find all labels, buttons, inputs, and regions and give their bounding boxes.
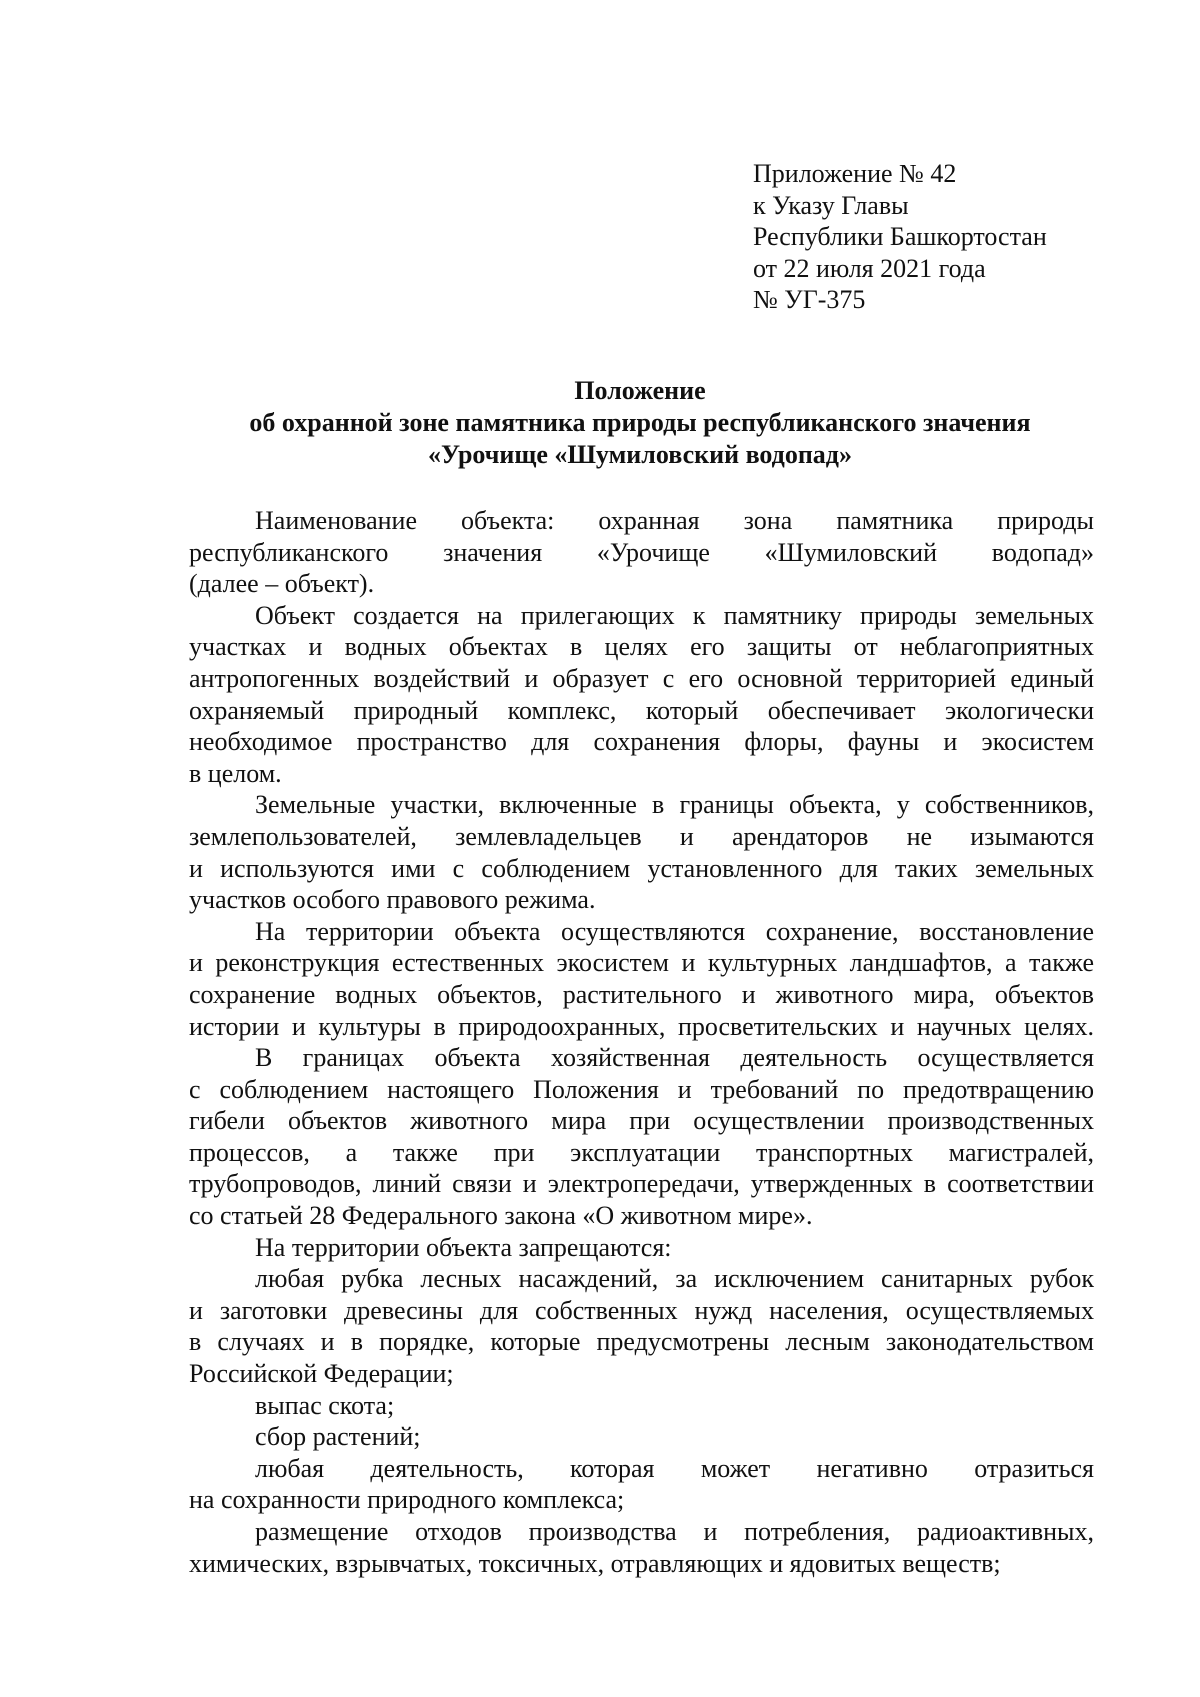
body-line: и реконструкция естественных экосистем и культурных ландшафтов, а также (189, 948, 1094, 978)
body-line: Наименование объекта: охранная зона памятника природы (255, 506, 1094, 535)
body-line: землепользователей, землевладельцев и арендаторов не изымаются (189, 821, 1094, 851)
body-line: выпас скота; (255, 1390, 395, 1420)
annex-republic: Республики Башкортостан (753, 222, 1047, 251)
body-line: сбор растений; (255, 1422, 421, 1452)
body-line: любая деятельность, которая может негативно отразиться (255, 1453, 1094, 1483)
title-object-name: «Урочище «Шумиловский водопад» (428, 440, 852, 469)
annex-header (753, 158, 1093, 316)
body-line: и заготовки древесины для собственных нужд населения, осуществляемых (189, 1295, 1094, 1325)
body-line: Объект создается на прилегающих к памятнику природы земельных (255, 600, 1094, 630)
document-body (189, 505, 1094, 1579)
body-line: химических, взрывчатых, токсичных, отравляющих и ядовитых веществ; (189, 1548, 1001, 1578)
body-line: процессов, а также при эксплуатации транспортных магистралей, (189, 1137, 1094, 1167)
body-line: истории и культуры в природоохранных, просветительских и научных целях. (189, 1011, 1094, 1041)
annex-decree-number: № УГ-375 (753, 285, 866, 314)
body-line: республиканского значения «Урочище «Шумиловский водопад» (189, 537, 1094, 567)
annex-date: от 22 июля 2021 года (753, 253, 986, 283)
body-line: На территории объекта осуществляются сохранение, восстановление (255, 916, 1094, 946)
body-line: антропогенных воздействий и образует с его основной территорией единый (189, 663, 1094, 693)
body-line: В границах объекта хозяйственная деятельность осуществляется (255, 1043, 1094, 1073)
annex-number: Приложение № 42 (753, 159, 957, 188)
body-line: (далее – объект). (189, 569, 375, 599)
body-line: Земельные участки, включенные в границы объекта, у собственников, (255, 790, 1094, 820)
body-line: Российской Федерации; (189, 1359, 454, 1389)
title-subject: об охранной зоне памятника природы республиканского значения (249, 408, 1031, 437)
title-heading: Положение (574, 376, 706, 405)
body-line: сохранение водных объектов, растительного и животного мира, объектов (189, 979, 1094, 1009)
body-line: участков особого правового режима. (189, 885, 596, 915)
annex-decree-ref: к Указу Главы (753, 190, 909, 220)
body-line: участках и водных объектах в целях его защиты от неблагоприятных (189, 632, 1094, 662)
body-line: в целом. (189, 758, 282, 788)
body-line: необходимое пространство для сохранения флоры, фауны и экосистем (189, 727, 1094, 757)
document-title (150, 375, 1130, 471)
body-line: в случаях и в порядке, которые предусмотрены лесным законодательством (189, 1327, 1094, 1357)
body-line: на сохранности природного комплекса; (189, 1485, 625, 1515)
body-line: На территории объекта запрещаются: (255, 1232, 672, 1262)
body-line: любая рубка лесных насаждений, за исключением санитарных рубок (255, 1264, 1094, 1294)
body-line: и используются ими с соблюдением установленного для таких земельных (189, 853, 1094, 883)
body-line: охраняемый природный комплекс, который обеспечивает экологически (189, 695, 1094, 725)
body-line: трубопроводов, линий связи и электропередачи, утвержденных в соответствии (189, 1169, 1094, 1199)
body-line: с соблюдением настоящего Положения и требований по предотвращению (189, 1074, 1094, 1104)
body-line: со статьей 28 Федерального закона «О животном мире». (189, 1201, 813, 1231)
body-line: размещение отходов производства и потребления, радиоактивных, (255, 1517, 1094, 1546)
body-line: гибели объектов животного мира при осуществлении производственных (189, 1106, 1094, 1136)
